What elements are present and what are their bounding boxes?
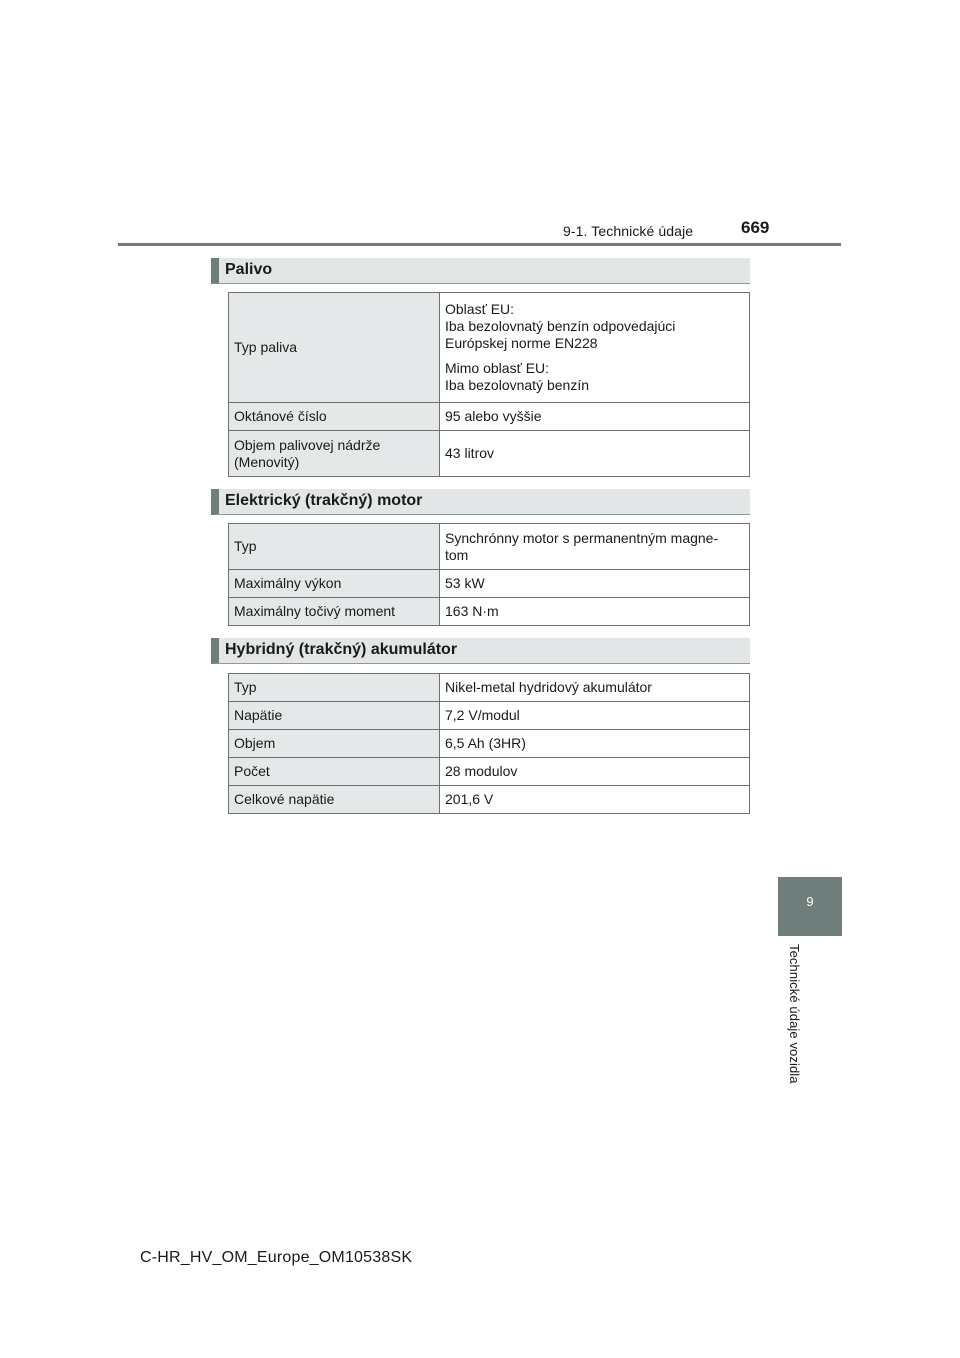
table-row	[229, 730, 750, 758]
section-title: Palivo	[225, 261, 273, 278]
row-key: Maximálny výkon	[229, 570, 440, 598]
row-value: 6,5 Ah (3HR)	[440, 730, 750, 758]
row-key: Celkové napätie	[229, 786, 440, 814]
section-title: Hybridný (trakčný) akumulátor	[225, 641, 458, 658]
row-value: 28 modulov	[440, 758, 750, 786]
table-row	[229, 570, 750, 598]
document-footer-code: C-HR_HV_OM_Europe_OM10538SK	[140, 1249, 413, 1266]
section-heading-electric-motor	[211, 489, 750, 515]
value-line: Iba bezolovnatý benzín	[445, 377, 589, 393]
row-key: Napätie	[229, 702, 440, 730]
table-row	[229, 293, 750, 403]
section-heading-hybrid-battery	[211, 638, 750, 664]
battery-spec-table	[228, 673, 750, 814]
value-paragraph	[445, 301, 744, 352]
value-line: Oblasť EU:	[445, 301, 515, 317]
table-row	[229, 786, 750, 814]
value-line: Iba bezolovnatý benzín odpovedajúci	[445, 318, 676, 334]
header-divider	[118, 243, 841, 246]
table-row	[229, 758, 750, 786]
row-value: 53 kW	[440, 570, 750, 598]
row-value: 201,6 V	[440, 786, 750, 814]
value-line: Európskej norme EN228	[445, 335, 598, 351]
chapter-label: Technické údaje vozidla	[787, 944, 802, 1084]
row-key: Objem	[229, 730, 440, 758]
row-key	[229, 431, 440, 477]
value-paragraph	[445, 360, 744, 394]
value-line: Mimo oblasť EU:	[445, 360, 550, 376]
section-title: Elektrický (trakčný) motor	[225, 492, 423, 509]
section-heading-fuel	[211, 258, 750, 284]
row-value	[440, 524, 750, 570]
key-line: (Menovitý)	[234, 453, 300, 470]
fuel-spec-table	[228, 292, 750, 477]
motor-spec-table	[228, 523, 750, 626]
table-row	[229, 674, 750, 702]
key-line: Objem palivovej nádrže	[234, 436, 381, 453]
row-key: Maximálny točivý moment	[229, 598, 440, 626]
row-key: Počet	[229, 758, 440, 786]
row-value: Nikel-metal hydridový akumulátor	[440, 674, 750, 702]
table-row	[229, 702, 750, 730]
table-row	[229, 403, 750, 431]
table-row	[229, 431, 750, 477]
row-key: Oktánové číslo	[229, 403, 440, 431]
row-value: 43 litrov	[440, 431, 750, 477]
table-row	[229, 524, 750, 570]
table-row	[229, 598, 750, 626]
value-line: Synchrónny motor s permanentným magne-	[445, 529, 719, 546]
row-value	[440, 293, 750, 403]
value-line: tom	[445, 546, 469, 563]
page-number: 669	[741, 218, 770, 237]
row-value: 163 N·m	[440, 598, 750, 626]
row-key: Typ	[229, 674, 440, 702]
chapter-tab	[778, 877, 842, 936]
row-value: 7,2 V/modul	[440, 702, 750, 730]
row-value: 95 alebo vyššie	[440, 403, 750, 431]
header-section-title: 9-1. Technické údaje	[563, 223, 694, 239]
row-key: Typ paliva	[229, 293, 440, 403]
row-key: Typ	[229, 524, 440, 570]
chapter-number: 9	[806, 894, 814, 909]
